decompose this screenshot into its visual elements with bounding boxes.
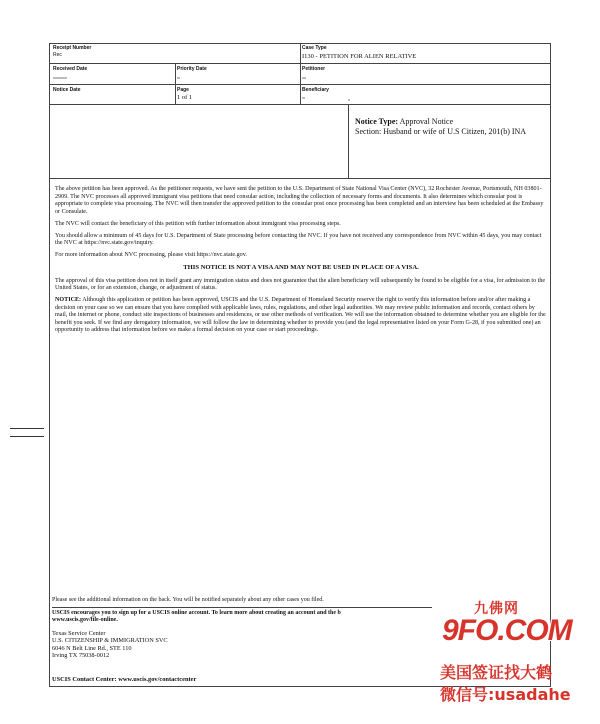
margin-mark-1 (10, 428, 44, 429)
case-type-label: Case Type (302, 45, 327, 51)
header-divider-priority (175, 64, 176, 105)
notice-type-label: Notice Type: (355, 117, 399, 126)
watermark-top-text: 九佛网 (474, 601, 519, 617)
page-label: Page (177, 87, 189, 93)
redacted-beneficiary-2 (348, 99, 350, 101)
service-center-address (52, 630, 168, 660)
case-type-value: I130 - PETITION FOR ALIEN RELATIVE (302, 53, 417, 60)
paragraph-status: The approval of this visa petition does not in itself grant any immigration status and does not guarantee that the alien beneficiary will subsequently be found to be eligible for a visa, for admission to the United States, or for an extension, change, or adjustment of status. (55, 277, 546, 291)
priority-date-label: Priority Date (177, 66, 207, 72)
redacted-received-date (53, 77, 67, 79)
redacted-petitioner (302, 77, 306, 79)
notice-divider (348, 105, 349, 179)
notice-date-label: Notice Date (53, 87, 81, 93)
notice-section: Section: Husband or wife of U.S Citizen, 201(b) INA (355, 127, 527, 136)
address-line-4: Irving TX 75038-0012 (52, 652, 110, 660)
paragraph-nvc-info: For more information about NVC processing, please visit https://nvc.state.gov. (55, 252, 247, 258)
beneficiary-label: Beneficiary (302, 87, 329, 93)
header-divider-main (300, 44, 301, 105)
watermark-logo: 9FO.COM (442, 614, 572, 647)
receipt-number-label: Receipt Number (53, 45, 92, 51)
paragraph-nvc-timing: You should allow a minimum of 45 days for U.S. Department of State processing before contacting the NVC. If you have not received any correspondence from NVC within 45 days, you may contact the NVC at https://nvc.state.gov/inquiry. (55, 232, 542, 246)
footer-block (52, 597, 432, 625)
notice-frame (49, 43, 551, 687)
page-value: 1 of 1 (177, 94, 193, 101)
watermark (440, 598, 598, 710)
watermark-line-2: 微信号:usadahe (440, 685, 571, 704)
address-line-1: Texas Service Center (52, 630, 106, 637)
footer-additional-info: Please see the additional information on the back. You will be notified separately about any other cases you filed. (52, 597, 324, 603)
notice-type-value: Approval Notice (399, 117, 454, 126)
footer-separator (52, 607, 432, 608)
receipt-number-value: Rec (53, 52, 62, 58)
footer-online-link[interactable]: www.uscis.gov/file-online. (52, 617, 118, 623)
paragraph-approval: The above petition has been approved. As the petitioner requests, we have sent the petition to the U.S. Department of State National Visa Center (NVC), 32 Rochester Avenue, Portsmouth, NH 03801-2909. The NVC processes all approved immigrant visa petitions that need consular action, including the collection of necessary forms and documents. It also determines which consular post is appropriate to complete visa processing. The NVC will then transfer the approved petition to the consular post once processing has been completed and an interview has been scheduled at the Embassy or Consulate. (55, 186, 544, 215)
contact-center: USCIS Contact Center: www.uscis.gov/contactcenter (52, 676, 197, 683)
margin-mark-2 (10, 436, 44, 437)
paragraph-notice (55, 297, 547, 335)
notice-body (55, 186, 547, 339)
petitioner-label: Petitioner (302, 66, 326, 72)
address-line-3: 6046 N Belt Line Rd., STE 110 (52, 644, 132, 652)
notice-type-block (355, 117, 545, 137)
paragraph-nvc-contact: The NVC will contact the beneficiary of this petition with further information about immigrant visa processing steps. (55, 220, 341, 227)
received-date-label: Received Date (53, 66, 88, 72)
not-a-visa-warning: THIS NOTICE IS NOT A VISA AND MAY NOT BE USED IN PLACE OF A VISA. (183, 264, 419, 271)
notice-label: NOTICE: (55, 297, 82, 303)
redacted-beneficiary (302, 97, 305, 99)
redacted-priority-date (177, 77, 180, 79)
address-line-2: U.S. CITIZENSHIP & IMMIGRATION SVC (52, 637, 168, 645)
notice-text: Although this application or petition has been approved, USCIS and the U.S. Department of Homeland Security reserve the right to verify this information before and/or after making a decision on your case so we can ensure that you have complied with applicable laws, rules, regulations, and other legal authorities. We may review public information and records, contact others by mail, the internet or phone, conduct site inspections of businesses and residences, or use other methods of verification. We will use the information obtained to determine whether you are eligible for the benefit you seek. If we find any derogatory information, we will follow the law in determining whether to provide you (and the legal representative listed on your Form G-28, if you submitted one) an opportunity to address that information before we make a formal decision on your case or start proceedings. (55, 297, 546, 333)
watermark-line-1: 美国签证找大鹤 (440, 663, 553, 682)
footer-online-account: USCIS encourages you to sign up for a USCIS online account. To learn more about creating an account and the b (52, 609, 341, 616)
